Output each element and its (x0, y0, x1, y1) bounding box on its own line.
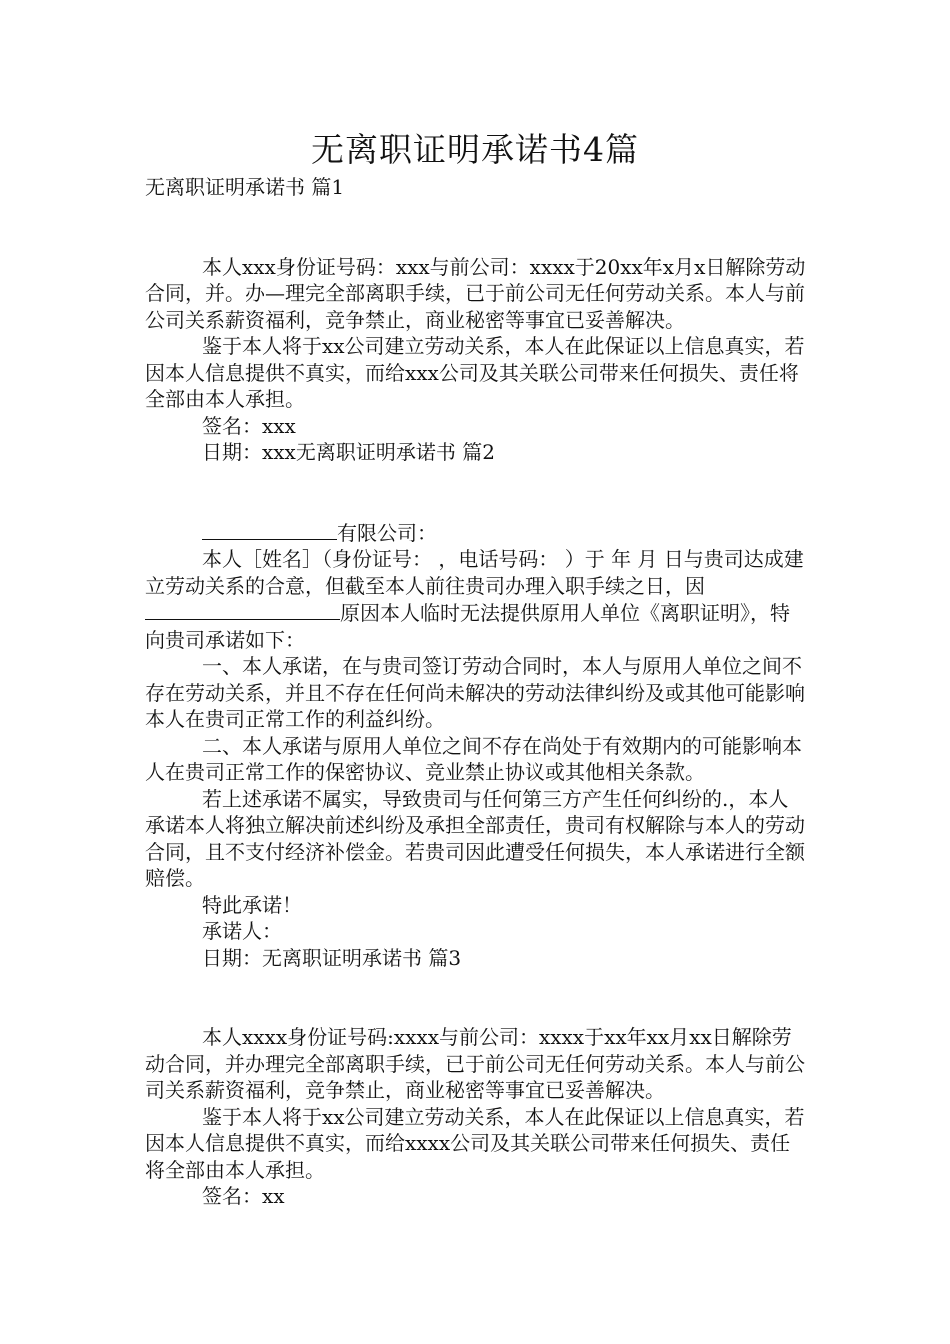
closing-line: 特此承诺！ (202, 892, 302, 917)
document-title: 无离职证明承诺书4篇 (311, 130, 639, 169)
company-suffix: 有限公司： (337, 520, 437, 545)
intro-text: 本人［姓名］（身份证号： ，电话号码： ）于 年 月 日与贵司达成建立劳动关系的合意，但截至本人前往贵司办理入职手续之日，因 (145, 547, 804, 598)
addressee-line (145, 519, 807, 547)
paragraph (145, 546, 807, 653)
paragraph: 本人xxxx身份证号码:xxxx与前公司：xxxx于xx年xx月xx日解除劳动合同，并办理完全部离职手续，已于前公司无任何劳动关系。本人与前公司关系薪资福利，竞争禁止，商业秘密等事宜已妥善解决。 (145, 1025, 805, 1102)
reason-blank (145, 599, 340, 620)
paragraph: 鉴于本人将于xx公司建立劳动关系，本人在此保证以上信息真实，若因本人信息提供不真实，而给xxx公司及其关联公司带来任何损失、责任将全部由本人承担。 (145, 334, 805, 411)
promise-item: 一、本人承诺，在与贵司签订劳动合同时，本人与原用人单位之间不存在劳动关系，并且不存在任何尚未解决的劳动法律纠纷及或其他可能影响本人在贵司正常工作的利益纠纷。 (145, 654, 805, 731)
paragraph: 本人xxx身份证号码：xxx与前公司：xxxx于20xx年x月x日解除劳动合同，并。办—理完全部离职手续，已于前公司无任何劳动关系。本人与前公司关系薪资福利，竞争禁止，商业秘密等事宜已妥善解决。 (145, 254, 806, 332)
company-name-blank (202, 519, 337, 540)
paragraph: 若上述承诺不属实，导致贵司与任何第三方产生任何纠纷的.，本人承诺本人将独立解决前述纠纷及承担全部责任，贵司有权解除与本人的劳动合同，且不支付经济补偿金。若贵司因此遭受任何损失，本人承诺进行全额赔偿。 (145, 786, 805, 890)
signature-line: 签名：xx (202, 1184, 285, 1208)
date-line: 日期：xxx无离职证明承诺书 篇2 (202, 440, 495, 464)
date-line: 日期：无离职证明承诺书 篇3 (202, 945, 462, 970)
section-heading: 无离职证明承诺书 篇1 (145, 175, 345, 199)
signature-line: 签名：xxx (202, 413, 296, 438)
promisor-line: 承诺人： (202, 919, 282, 943)
promise-item: 二、本人承诺与原用人单位之间不存在尚处于有效期内的可能影响本人在贵司正常工作的保密协议、竞业禁止协议或其他相关条款。 (145, 733, 802, 784)
intro-text-continued: 原因本人临时无法提供原用人单位《离职证明》，特向贵司承诺如下： (145, 601, 790, 652)
document-body (145, 174, 807, 1210)
paragraph: 鉴于本人将于xx公司建立劳动关系，本人在此保证以上信息真实，若因本人信息提供不真实，而给xxxx公司及其关联公司带来任何损失、责任将全部由本人承担。 (145, 1104, 805, 1182)
spacer (145, 466, 807, 519)
spacer (145, 201, 807, 254)
spacer (145, 971, 807, 1024)
